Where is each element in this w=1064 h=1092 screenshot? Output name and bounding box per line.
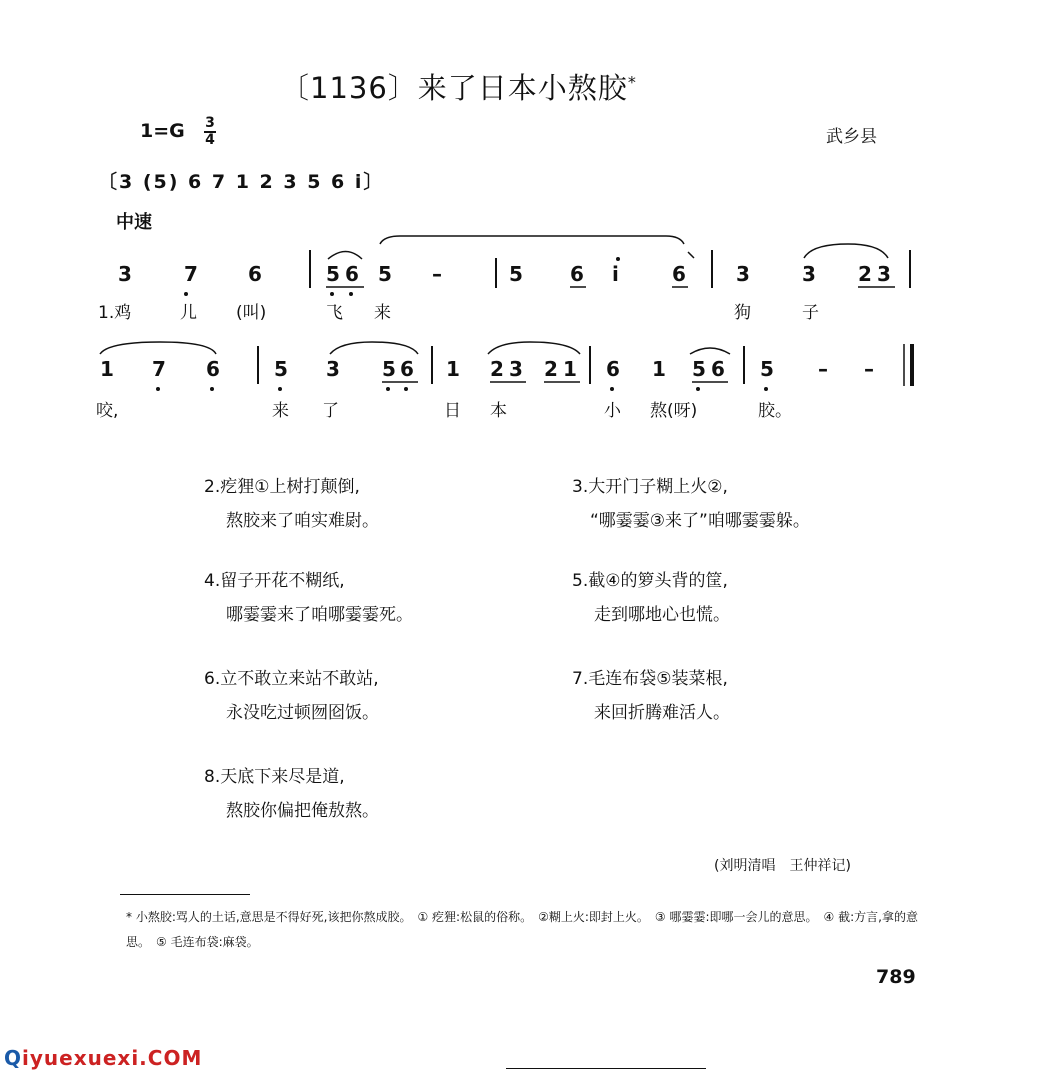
note: 2 [858, 262, 872, 286]
jianpu-score [0, 0, 1064, 440]
lyric: 小 [604, 401, 621, 421]
place-of-origin: 武乡县 [826, 127, 877, 147]
note: 6 [400, 357, 414, 381]
note: 3 [509, 357, 523, 381]
note: 1 [652, 357, 666, 381]
note: 6 [345, 262, 359, 286]
note: 5 [326, 262, 340, 286]
note: – [432, 262, 442, 286]
lyric: 熬(呀) [650, 401, 698, 421]
verse-4: 4.留子开花不糊纸, 哪霎霎来了咱哪霎霎死。 [204, 571, 413, 625]
song-title: 〔1136〕来了日本小熬胶* [280, 71, 637, 105]
note: 5 [378, 262, 392, 286]
note: 3 [118, 262, 132, 286]
note: i [612, 262, 619, 286]
note: 7 [184, 262, 198, 286]
note: 1 [100, 357, 114, 381]
verse-6: 6.立不敢立来站不敢站, 永没吃过顿囫囵饭。 [204, 669, 379, 723]
lyric: 狗 [734, 303, 751, 323]
note: 2 [544, 357, 558, 381]
note: 6 [672, 262, 686, 286]
credit: (刘明清唱 王仲祥记) [714, 858, 851, 874]
note: 3 [736, 262, 750, 286]
pitch-range: 〔3 (5) 6 7 1 2 3 5 6 i〕 [98, 171, 385, 193]
lyric: 1.鸡 [98, 303, 132, 323]
note: 7 [152, 357, 166, 381]
verse-3: 3.大开门子糊上火②, “哪霎霎③来了”咱哪霎霎躲。 [572, 477, 810, 531]
note: 6 [570, 262, 584, 286]
lyric: 咬, [96, 401, 119, 421]
note: – [818, 357, 828, 381]
note: 1 [446, 357, 460, 381]
lyric: 了 [322, 401, 339, 421]
note: 5 [382, 357, 396, 381]
lyric: 本 [490, 401, 507, 421]
lyric: 来 [374, 303, 391, 323]
note: 6 [248, 262, 262, 286]
footnotes: * 小熬胶:骂人的土话,意思是不得好死,该把你熬成胶。 ① 疙狸:松鼠的俗称。 ②糊上火:即封上火。 ③ 哪霎霎:即哪一会儿的意思。 ④ 截:方言,拿的意思。 ⑤ 毛连布袋:麻袋。 [126, 910, 918, 949]
lyric: (叫) [236, 303, 267, 323]
note: 5 [760, 357, 774, 381]
note: 3 [802, 262, 816, 286]
verse-8: 8.天底下来尽是道, 熬胶你偏把俺敖熬。 [204, 767, 379, 821]
verse-5: 5.截④的箩头背的筐, 走到哪地心也慌。 [572, 571, 730, 625]
verse-7: 7.毛连布袋⑤装菜根, 来回折腾难活人。 [572, 669, 730, 723]
note: 6 [606, 357, 620, 381]
note: 3 [326, 357, 340, 381]
key-signature: 1=G [140, 120, 185, 142]
lyric: 胶。 [758, 401, 792, 421]
lyric: 子 [802, 303, 819, 323]
note: 5 [509, 262, 523, 286]
note: 3 [877, 262, 891, 286]
bottom-rule [506, 1068, 706, 1069]
note: 5 [274, 357, 288, 381]
lyric: 飞 [326, 303, 343, 323]
note: 5 [692, 357, 706, 381]
tempo-marking: 中速 [116, 212, 152, 233]
note: 6 [711, 357, 725, 381]
time-signature: 3 4 [205, 115, 215, 148]
lyric: 儿 [180, 303, 197, 323]
lyric: 日 [444, 401, 461, 421]
note: 1 [563, 357, 577, 381]
note: 2 [490, 357, 504, 381]
note: 6 [206, 357, 220, 381]
lyric: 来 [272, 401, 289, 421]
verse-2: 2.疙狸①上树打颠倒, 熬胶来了咱实难㷉。 [204, 477, 379, 531]
page-number: 789 [876, 966, 916, 988]
footnote-divider [120, 894, 250, 895]
watermark: Qiyuexuexi.COM [4, 1046, 203, 1070]
note: – [864, 357, 874, 381]
